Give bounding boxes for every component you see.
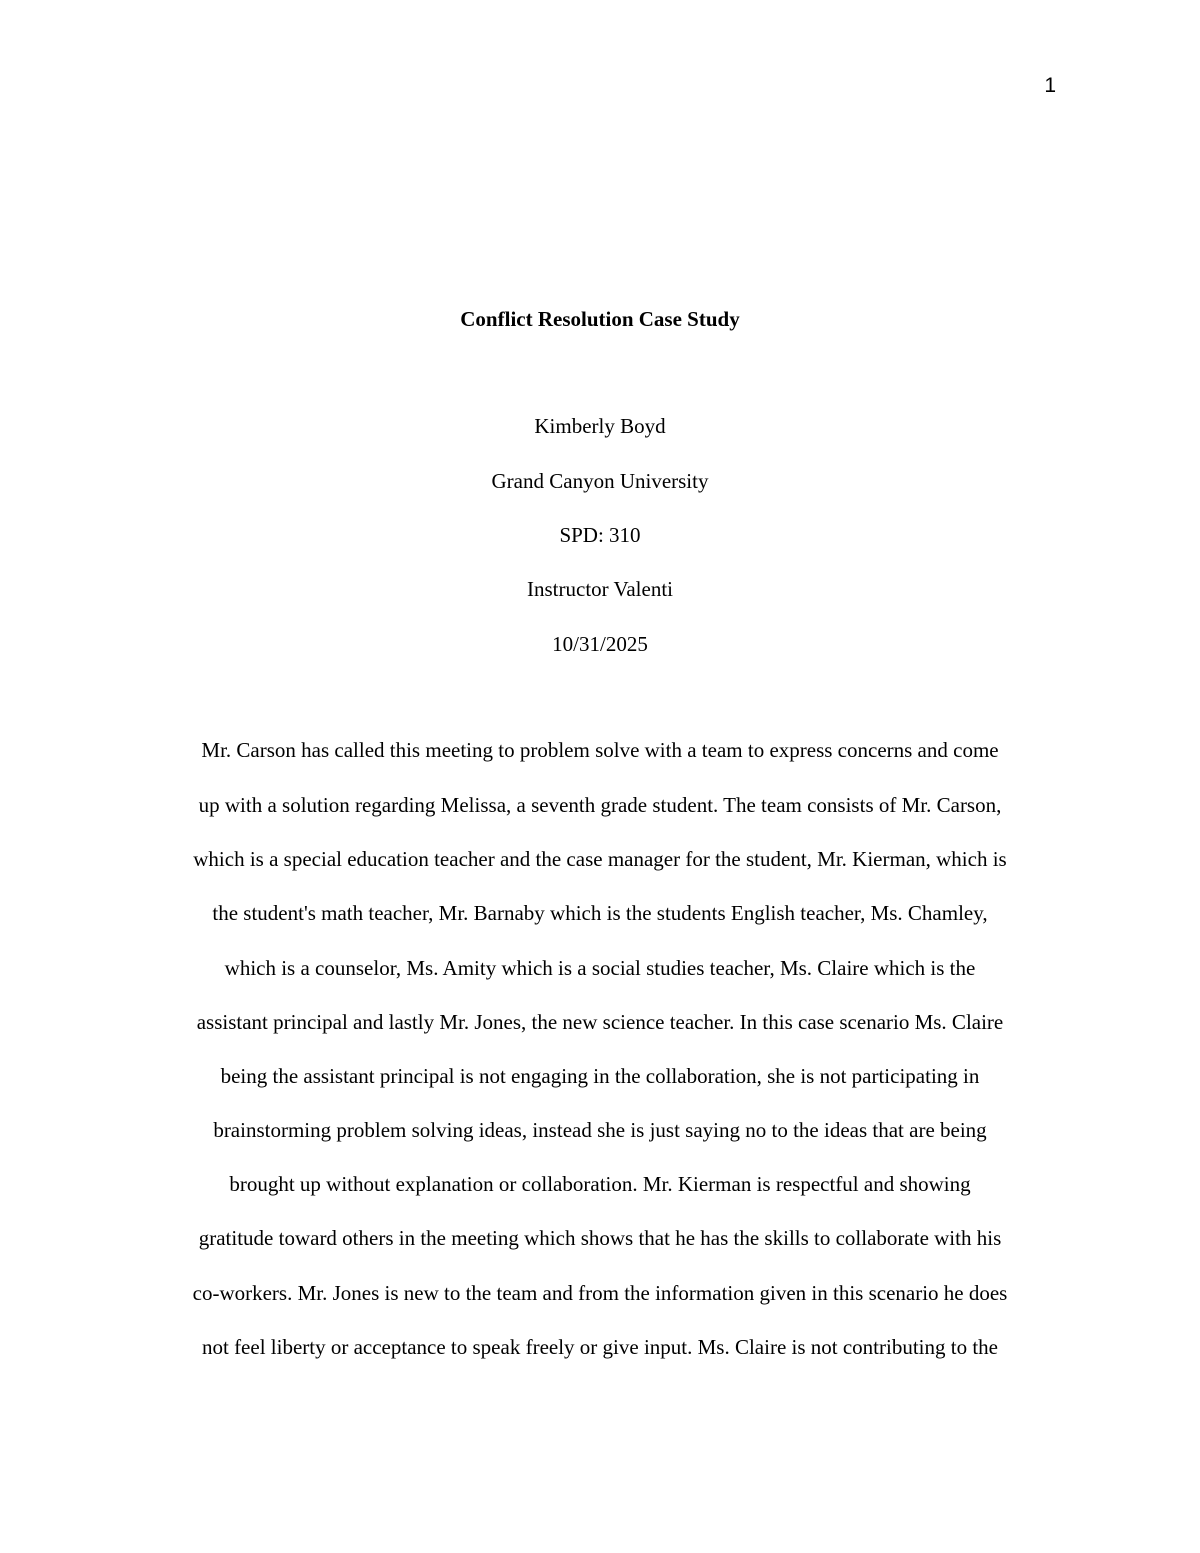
body-line: which is a counselor, Ms. Amity which is a social studies teacher, Ms. Claire which is the bbox=[224, 956, 976, 980]
body-line: up with a solution regarding Melissa, a seventh grade student. The team consists of Mr. Carson, bbox=[198, 793, 1002, 817]
body-line: being the assistant principal is not engaging in the collaboration, she is not participating in bbox=[220, 1064, 980, 1088]
document-title: Conflict Resolution Case Study bbox=[460, 307, 740, 331]
body-line: brought up without explanation or collaboration. Mr. Kierman is respectful and showing bbox=[229, 1172, 971, 1196]
body-line: brainstorming problem solving ideas, instead she is just saying no to the ideas that are being bbox=[213, 1118, 987, 1142]
body-line: co-workers. Mr. Jones is new to the team and from the information given in this scenario he does bbox=[192, 1281, 1008, 1305]
body-line: assistant principal and lastly Mr. Jones, the new science teacher. In this case scenario Ms. Claire bbox=[196, 1010, 1004, 1034]
body-line: the student's math teacher, Mr. Barnaby which is the students English teacher, Ms. Chamley, bbox=[212, 901, 988, 925]
body-line: gratitude toward others in the meeting which shows that he has the skills to collaborate with his bbox=[198, 1226, 1002, 1250]
submission-date: 10/31/2025 bbox=[552, 632, 648, 656]
course-code: SPD: 310 bbox=[559, 523, 641, 547]
page-number: 1 bbox=[1044, 74, 1056, 97]
author-name: Kimberly Boyd bbox=[534, 414, 666, 438]
body-line: not feel liberty or acceptance to speak freely or give input. Ms. Claire is not contributing to the bbox=[201, 1335, 998, 1359]
body-line: Mr. Carson has called this meeting to problem solve with a team to express concerns and come bbox=[201, 738, 999, 762]
institution-name: Grand Canyon University bbox=[491, 469, 709, 493]
instructor-name: Instructor Valenti bbox=[527, 577, 673, 601]
body-line: which is a special education teacher and the case manager for the student, Mr. Kierman, which is bbox=[193, 847, 1007, 871]
